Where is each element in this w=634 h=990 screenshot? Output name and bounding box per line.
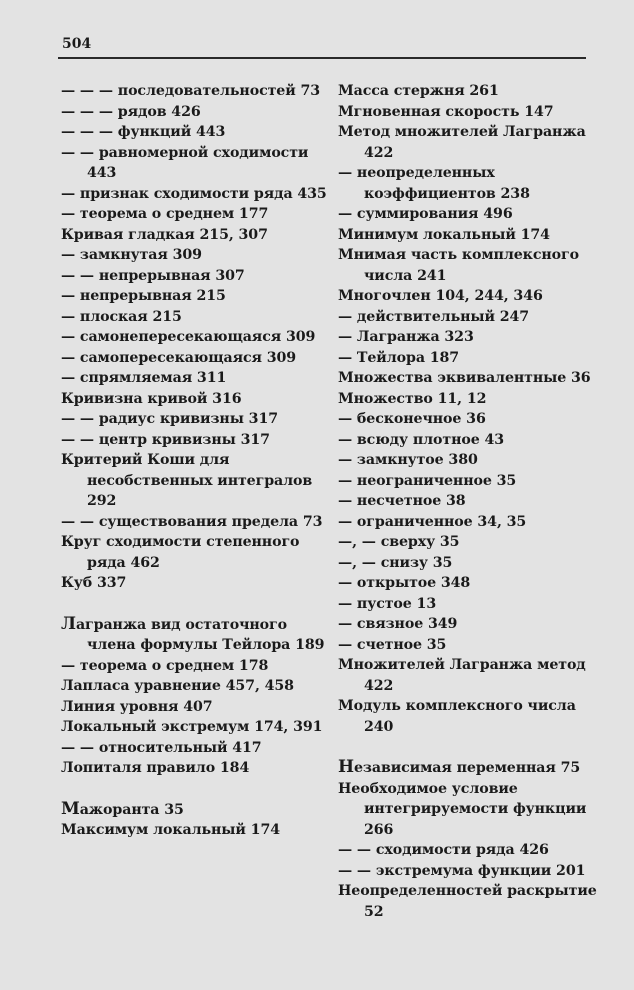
index-entry: [338, 696, 608, 737]
index-entry: [338, 491, 608, 512]
index-entry: [61, 389, 331, 410]
index-entry: [61, 122, 331, 143]
index-entry-text: Модуль комплексного числа 240: [338, 698, 576, 735]
index-entry-text: — непрерывная 215: [61, 288, 226, 304]
index-entry-text: — всюду плотное 43: [338, 431, 505, 448]
index-entry: [338, 389, 608, 410]
index-entry-text: — неопределенных коэффициентов 238: [338, 165, 530, 202]
index-entry: [338, 327, 608, 348]
index-entry-text: — — — функций 443: [61, 124, 226, 140]
index-entry: [338, 286, 608, 307]
index-entry: [338, 450, 608, 471]
page-number: 504: [62, 36, 92, 52]
index-entry-text: Кривизна кривой 316: [61, 390, 242, 407]
index-entry: [338, 614, 608, 635]
index-entry-text: — самонепересекающаяся 309: [61, 329, 316, 345]
index-entry-text: Мгновенная скорость 147: [338, 103, 554, 120]
index-entry-text: — — экстремума функции 201: [338, 862, 586, 879]
index-column-right: [338, 81, 608, 922]
index-entry-text: — бесконечное 36: [338, 411, 486, 427]
index-entry: [61, 184, 331, 205]
index-entry-text: — спрямляемая 311: [61, 370, 227, 386]
index-entry-text: ажоранта 35: [79, 801, 184, 818]
index-entry: [61, 225, 331, 246]
index-entry-text: Необходимое условие интегрируемости функции 266: [338, 780, 587, 838]
index-entry: [338, 471, 608, 492]
index-entry-text: Множества эквивалентные 36: [338, 370, 591, 386]
index-entry: [338, 430, 608, 451]
index-entry-text: — — радиус кривизны 317: [61, 411, 278, 427]
header-rule: [58, 57, 586, 59]
index-entry: [61, 697, 331, 718]
section-initial-letter: Л: [61, 613, 76, 634]
index-entry-text: — — сходимости ряда 426: [338, 842, 549, 858]
index-entry: [338, 881, 608, 922]
index-entry: [338, 840, 608, 861]
index-entry: [61, 245, 331, 266]
index-entry-text: — связное 349: [338, 616, 458, 632]
index-entry-text: — замкнутая 309: [61, 247, 202, 263]
index-entry: [61, 266, 331, 287]
index-entry: [61, 614, 331, 656]
index-entry: [338, 553, 608, 574]
index-entry: [338, 81, 608, 102]
index-entry: [338, 779, 608, 841]
index-entry-text: Лопиталя правило 184: [61, 760, 250, 776]
index-entry: [338, 861, 608, 882]
index-entry-text: — замкнутое 380: [338, 452, 478, 468]
index-entry-text: Лапласа уравнение 457, 458: [61, 678, 294, 694]
index-entry-text: — несчетное 38: [338, 493, 466, 509]
index-entry: [61, 143, 331, 184]
index-entry-text: Круг сходимости степенного ряда 462: [61, 534, 300, 571]
index-entry: [338, 102, 608, 123]
index-entry: [61, 327, 331, 348]
index-entry: [338, 225, 608, 246]
index-entry-text: —, — сверху 35: [338, 534, 460, 550]
index-entry: [61, 676, 331, 697]
index-entry: [338, 635, 608, 656]
index-entry: [61, 717, 331, 738]
index-entry: [338, 122, 608, 163]
index-entry: [338, 348, 608, 369]
index-entry-text: — — равномерной сходимости 443: [61, 144, 309, 181]
index-entry-text: —, — снизу 35: [338, 554, 453, 571]
index-entry: [61, 573, 331, 594]
index-entry-text: — Тейлора 187: [338, 349, 460, 366]
index-column-left: [61, 81, 331, 841]
index-entry-text: Критерий Коши для несобственных интегралов 292: [61, 452, 313, 509]
index-entry-text: — счетное 35: [338, 636, 447, 653]
index-entry-text: Минимум локальный 174: [338, 226, 550, 243]
index-entry-text: — неограниченное 35: [338, 472, 517, 489]
index-entry: [61, 656, 331, 677]
index-entry: [338, 204, 608, 225]
index-entry-text: Множителей Лагранжа метод 422: [338, 657, 586, 694]
index-entry-text: — Лагранжа 323: [338, 329, 474, 345]
index-entry-text: — признак сходимости ряда 435: [61, 185, 327, 202]
index-entry: [61, 307, 331, 328]
index-entry: [338, 368, 608, 389]
index-entry: [338, 573, 608, 594]
index-entry-text: Множество 11, 12: [338, 390, 487, 407]
index-entry-text: езависимая переменная 75: [353, 760, 581, 776]
index-entry: [61, 820, 331, 841]
index-entry-text: Метод множителей Лагранжа 422: [338, 124, 586, 161]
index-entry: [61, 81, 331, 102]
section-initial-letter: Н: [338, 757, 354, 777]
index-entry: [61, 348, 331, 369]
index-entry: [338, 307, 608, 328]
index-entry-text: — теорема о среднем 178: [61, 657, 269, 674]
index-entry: [61, 102, 331, 123]
index-entry: [61, 512, 331, 533]
index-entry-text: — теорема о среднем 177: [61, 206, 269, 222]
index-entry-text: — ограниченное 34, 35: [338, 513, 527, 530]
index-entry: [61, 799, 331, 821]
index-entry-text: — — — рядов 426: [61, 103, 201, 120]
index-entry-text: Линия уровня 407: [61, 698, 213, 715]
index-entry-text: Мнимая часть комплексного числа 241: [338, 247, 579, 284]
index-entry-text: — — центр кривизны 317: [61, 431, 270, 448]
index-entry: [61, 368, 331, 389]
index-entry-text: Локальный экстремум 174, 391: [61, 719, 323, 735]
index-entry-text: — открытое 348: [338, 575, 471, 591]
index-entry-text: Многочлен 104, 244, 346: [338, 288, 543, 304]
index-entry: [61, 204, 331, 225]
index-entry-text: — — — последовательностей 73: [61, 83, 321, 99]
index-entry: [338, 532, 608, 553]
index-entry: [61, 286, 331, 307]
index-entry: [338, 757, 608, 779]
index-entry: [338, 163, 608, 204]
index-entry: [61, 758, 331, 779]
index-entry-text: Неопределенностей раскрытие 52: [338, 883, 597, 920]
index-entry-text: Масса стержня 261: [338, 83, 499, 99]
index-entry: [61, 738, 331, 759]
index-entry: [61, 532, 331, 573]
index-entry: [61, 409, 331, 430]
index-entry-text: — самопересекающаяся 309: [61, 349, 297, 366]
index-entry: [338, 655, 608, 696]
index-entry: [338, 594, 608, 615]
index-entry-text: — — непрерывная 307: [61, 267, 245, 284]
index-entry-text: — плоская 215: [61, 308, 182, 325]
index-entry: [338, 245, 608, 286]
index-entry-text: агранжа вид остаточного члена формулы Тейлора 189: [75, 616, 325, 653]
section-initial-letter: М: [61, 798, 80, 819]
index-entry-text: Максимум локальный 174: [61, 822, 280, 838]
index-entry: [61, 450, 331, 512]
index-entry-text: — пустое 13: [338, 595, 437, 612]
index-entry: [338, 512, 608, 533]
index-entry: [61, 430, 331, 451]
index-entry-text: — действительный 247: [338, 308, 530, 325]
index-entry-text: — — относительный 417: [61, 739, 262, 756]
index-entry-text: — суммирования 496: [338, 206, 513, 222]
index-entry: [338, 409, 608, 430]
index-entry-text: — — существования предела 73: [61, 513, 323, 530]
index-entry-text: Куб 337: [61, 575, 127, 591]
index-entry-text: Кривая гладкая 215, 307: [61, 226, 268, 243]
